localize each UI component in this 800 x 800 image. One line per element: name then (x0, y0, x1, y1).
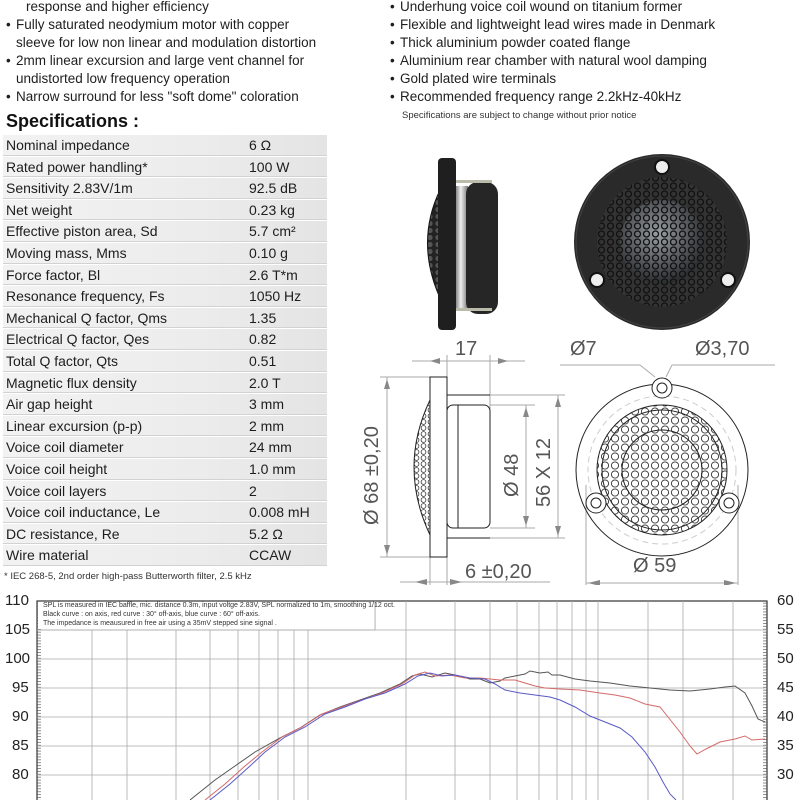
spec-row: Wire material CCAW (3, 545, 327, 566)
spec-change-notice: Specifications are subject to change without prior notice (402, 110, 637, 121)
bullet-icon: • (390, 0, 395, 14)
y-tick-left: 95 (12, 679, 29, 696)
y-tick-right: 50 (777, 650, 794, 667)
bullet-icon: • (390, 89, 395, 104)
spec-row: Rated power handling* 100 W (3, 157, 327, 178)
dim-outer-diameter: Ø 68 ±0,20 (361, 426, 383, 525)
spec-row: Air gap height 3 mm (3, 394, 327, 415)
bullet-icon: • (390, 71, 395, 86)
feature-item: • Underhung voice coil wound on titanium former (390, 0, 683, 14)
feature-item: • Gold plated wire terminals (390, 71, 557, 86)
mount-hole-icon (721, 273, 735, 287)
spec-footnote: * IEC 268-5, 2nd order high-pass Butterworth filter, 2.5 kHz (4, 571, 252, 582)
frequency-response-chart (0, 594, 800, 800)
features-list-right (390, 0, 715, 106)
tweeter-side-photo (410, 150, 510, 335)
feature-item: sleeve for low non linear and modulation distortion (16, 35, 317, 50)
spec-row: Resonance frequency, Fs 1050 Hz (3, 286, 327, 307)
specifications-table (3, 135, 327, 567)
features-list-left (6, 0, 316, 106)
spec-row: Electrical Q factor, Qes 0.82 (3, 329, 327, 350)
spec-row: DC resistance, Re 5.2 Ω (3, 524, 327, 545)
y-tick-left: 105 (5, 621, 31, 638)
spec-row: Nominal impedance 6 Ω (3, 135, 327, 156)
specifications-heading: Specifications : (6, 111, 140, 131)
spec-row: Moving mass, Mms 0.10 g (3, 243, 327, 264)
chart-note: SPL is measured in IEC baffle, mic. distance 0.3m, input voltge 2.83V, SPL normalized to 1m, smoothing 1/12 oct. (43, 602, 396, 609)
technical-drawing (350, 335, 800, 585)
dim-hole-mount: Ø3,70 (695, 338, 750, 360)
y-tick-right: 30 (777, 766, 794, 783)
dim-bolt-circle: Ø 59 (633, 555, 677, 577)
y-tick-left: 85 (12, 737, 29, 754)
feature-item: • Thick aluminium powder coated flange (390, 35, 631, 50)
y-tick-right: 60 (777, 592, 794, 609)
chart-note: Black curve : on axis, red curve : 30° off-axis, blue curve : 60° off-axis. (43, 611, 260, 618)
spec-row: Voice coil inductance, Le 0.008 mH (3, 502, 327, 523)
feature-item: • Narrow surround for less "soft dome" coloration (6, 89, 299, 104)
spec-row: Voice coil layers 2 (3, 481, 327, 502)
bullet-icon: • (6, 17, 11, 32)
spec-row: Magnetic flux density 2.0 T (3, 373, 327, 394)
y-tick-left: 90 (12, 708, 29, 725)
bullet-icon: • (6, 89, 11, 104)
dim-hole-small: Ø7 (570, 338, 597, 360)
feature-item: • Flexible and lightweight lead wires made in Denmark (390, 17, 716, 32)
bullet-icon: • (390, 35, 395, 50)
y-tick-right: 45 (777, 679, 794, 696)
spec-row: Sensitivity 2.83V/1m 92.5 dB (3, 178, 327, 199)
spec-row: Voice coil diameter 24 mm (3, 437, 327, 458)
y-tick-left: 100 (5, 650, 31, 667)
y-tick-right: 35 (777, 737, 794, 754)
dim-chamber-size: 56 X 12 (533, 438, 555, 507)
spec-row: Mechanical Q factor, Qms 1.35 (3, 308, 327, 329)
spec-row: Linear excursion (p-p) 2 mm (3, 416, 327, 437)
feature-item: • Aluminium rear chamber with natural wool damping (390, 53, 707, 68)
chart-note: The impedance is meausured in free air using a 35mV stepped sine signal . (43, 620, 277, 627)
spec-row: Total Q factor, Qts 0.51 (3, 351, 327, 372)
y-tick-left: 110 (5, 592, 29, 609)
bullet-icon: • (390, 17, 395, 32)
bullet-icon: • (390, 53, 395, 68)
y-tick-right: 40 (777, 708, 794, 725)
dim-chamber-diameter: Ø 48 (501, 453, 523, 497)
dim-flange: 6 ±0,20 (465, 561, 532, 583)
feature-item: undistorted low frequency operation (16, 71, 230, 86)
spec-row: Force factor, Bl 2.6 T*m (3, 265, 327, 286)
feature-item: response and higher efficiency (26, 0, 209, 14)
y-tick-right: 55 (777, 621, 794, 638)
spec-row: Effective piston area, Sd 5.7 cm² (3, 221, 327, 242)
tweeter-front-photo (570, 150, 755, 335)
feature-item: • 2mm linear excursion and large vent channel for (6, 53, 305, 68)
mount-hole-icon (590, 273, 604, 287)
y-tick-left: 80 (12, 766, 29, 783)
feature-item: • Recommended frequency range 2.2kHz-40kHz (390, 89, 682, 104)
spec-row: Voice coil height 1.0 mm (3, 459, 327, 480)
dim-depth: 17 (455, 338, 478, 360)
spec-row: Net weight 0.23 kg (3, 200, 327, 221)
feature-item: • Fully saturated neodymium motor with copper (6, 17, 290, 32)
bullet-icon: • (6, 53, 11, 68)
mount-hole-icon (655, 160, 669, 174)
